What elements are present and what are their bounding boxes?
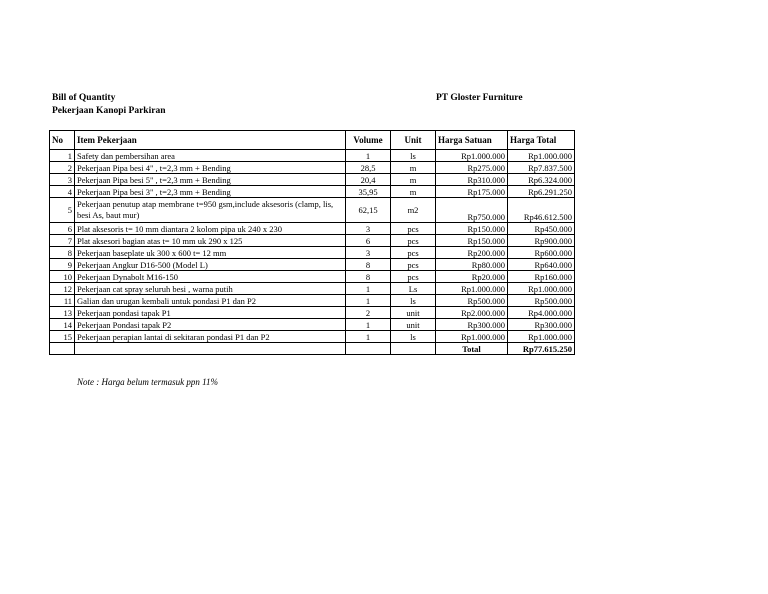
column-header-unit: Unit	[391, 131, 436, 150]
row-volume: 3	[346, 223, 391, 235]
total-value: Rp77.615.250	[508, 343, 575, 355]
table-row	[50, 174, 575, 186]
table-row	[50, 235, 575, 247]
row-price: Rp275.000	[436, 162, 508, 174]
row-item: Pekerjaan cat spray seluruh besi , warna putih	[75, 283, 346, 295]
row-volume: 1	[346, 319, 391, 331]
row-price: Rp175.000	[436, 186, 508, 198]
row-unit: ls	[391, 150, 436, 162]
table-row	[50, 295, 575, 307]
row-no: 13	[50, 307, 75, 319]
row-no: 2	[50, 162, 75, 174]
row-unit: m	[391, 174, 436, 186]
row-total: Rp7.837.500	[508, 162, 575, 174]
row-unit: pcs	[391, 247, 436, 259]
total-blank-cell	[50, 343, 75, 355]
row-unit: pcs	[391, 271, 436, 283]
row-unit: pcs	[391, 223, 436, 235]
total-blank-cell	[75, 343, 346, 355]
row-total: Rp300.000	[508, 319, 575, 331]
row-unit: m2	[391, 198, 436, 223]
row-no: 4	[50, 186, 75, 198]
row-unit: unit	[391, 319, 436, 331]
row-price: Rp1.000.000	[436, 283, 508, 295]
row-price: Rp2.000.000	[436, 307, 508, 319]
total-label: Total	[436, 343, 508, 355]
row-volume: 62,15	[346, 198, 391, 223]
row-unit: m	[391, 162, 436, 174]
row-total: Rp450.000	[508, 223, 575, 235]
document-header	[52, 92, 165, 118]
row-item: Pekerjaan Pipa besi 5" , t=2,3 mm + Bending	[75, 174, 346, 186]
row-price: Rp1.000.000	[436, 331, 508, 343]
row-item: Plat aksesori bagian atas t= 10 mm uk 290 x 125	[75, 235, 346, 247]
row-total: Rp6.291.250	[508, 186, 575, 198]
row-no: 3	[50, 174, 75, 186]
row-price: Rp20.000	[436, 271, 508, 283]
row-item: Pekerjaan Pondasi tapak P2	[75, 319, 346, 331]
row-total: Rp160.000	[508, 271, 575, 283]
row-no: 14	[50, 319, 75, 331]
row-total: Rp1.000.000	[508, 283, 575, 295]
row-total: Rp6.324.000	[508, 174, 575, 186]
row-volume: 8	[346, 271, 391, 283]
table-row	[50, 186, 575, 198]
tax-note: Note : Harga belum termasuk ppn 11%	[77, 377, 218, 387]
table-row	[50, 319, 575, 331]
row-unit: ls	[391, 295, 436, 307]
row-price: Rp500.000	[436, 295, 508, 307]
row-volume: 1	[346, 331, 391, 343]
row-total: Rp500.000	[508, 295, 575, 307]
table-row	[50, 223, 575, 235]
row-volume: 28,5	[346, 162, 391, 174]
row-item: Pekerjaan Pipa besi 3" , t=2,3 mm + Bending	[75, 186, 346, 198]
row-volume: 6	[346, 235, 391, 247]
row-price: Rp150.000	[436, 235, 508, 247]
row-no: 11	[50, 295, 75, 307]
row-item: Pekerjaan Angkur D16-500 (Model L)	[75, 259, 346, 271]
row-volume: 1	[346, 283, 391, 295]
row-volume: 8	[346, 259, 391, 271]
row-unit: pcs	[391, 235, 436, 247]
row-total: Rp1.000.000	[508, 331, 575, 343]
row-total: Rp46.612.500	[508, 198, 575, 223]
row-no: 7	[50, 235, 75, 247]
row-volume: 35,95	[346, 186, 391, 198]
company-name: PT Gloster Furniture	[436, 93, 523, 103]
row-no: 5	[50, 198, 75, 223]
row-volume: 3	[346, 247, 391, 259]
row-item: Pekerjaan penutup atap membrane t=950 gsm,include aksesoris (clamp, lis, besi As, baut mur)	[75, 198, 346, 223]
total-row	[50, 343, 575, 355]
row-total: Rp900.000	[508, 235, 575, 247]
table-row	[50, 150, 575, 162]
row-item: Pekerjaan baseplate uk 300 x 600 t= 12 mm	[75, 247, 346, 259]
row-price: Rp300.000	[436, 319, 508, 331]
document-subtitle: Pekerjaan Kanopi Parkiran	[52, 106, 166, 116]
row-total: Rp4.000.000	[508, 307, 575, 319]
row-price: Rp1.000.000	[436, 150, 508, 162]
row-no: 9	[50, 259, 75, 271]
row-item: Plat aksesoris t= 10 mm diantara 2 kolom pipa uk 240 x 230	[75, 223, 346, 235]
row-price: Rp150.000	[436, 223, 508, 235]
row-price: Rp200.000	[436, 247, 508, 259]
row-unit: ls	[391, 331, 436, 343]
table-row	[50, 307, 575, 319]
row-price: Rp80.000	[436, 259, 508, 271]
table-row	[50, 198, 575, 223]
row-item: Pekerjaan perapian lantai di sekitaran pondasi P1 dan P2	[75, 331, 346, 343]
row-item: Galian dan urugan kembali untuk pondasi P1 dan P2	[75, 295, 346, 307]
column-header-volume: Volume	[346, 131, 391, 150]
row-no: 1	[50, 150, 75, 162]
table-row	[50, 331, 575, 343]
row-volume: 2	[346, 307, 391, 319]
table-row	[50, 259, 575, 271]
row-no: 15	[50, 331, 75, 343]
row-item: Pekerjaan Pipa besi 4" , t=2,3 mm + Bending	[75, 162, 346, 174]
column-header-total: Harga Total	[508, 131, 575, 150]
row-unit: m	[391, 186, 436, 198]
row-price: Rp310.000	[436, 174, 508, 186]
row-no: 12	[50, 283, 75, 295]
table-row	[50, 247, 575, 259]
column-header-price: Harga Satuan	[436, 131, 508, 150]
row-total: Rp600.000	[508, 247, 575, 259]
table-header-row	[50, 131, 575, 150]
row-item: Pekerjaan pondasi tapak P1	[75, 307, 346, 319]
row-volume: 1	[346, 295, 391, 307]
row-no: 10	[50, 271, 75, 283]
boq-table	[49, 130, 575, 355]
row-item: Safety dan pembersihan area	[75, 150, 346, 162]
row-no: 8	[50, 247, 75, 259]
row-total: Rp1.000.000	[508, 150, 575, 162]
table-row	[50, 283, 575, 295]
row-total: Rp640.000	[508, 259, 575, 271]
row-item: Pekerjaan Dynabolt M16-150	[75, 271, 346, 283]
row-no: 6	[50, 223, 75, 235]
total-blank-cell	[391, 343, 436, 355]
table-row	[50, 162, 575, 174]
column-header-item: Item Pekerjaan	[75, 131, 346, 150]
row-volume: 1	[346, 150, 391, 162]
row-price: Rp750.000	[436, 198, 508, 223]
document-title: Bill of Quantity	[52, 93, 116, 103]
total-blank-cell	[346, 343, 391, 355]
row-unit: unit	[391, 307, 436, 319]
column-header-no: No	[50, 131, 75, 150]
row-unit: pcs	[391, 259, 436, 271]
table-row	[50, 271, 575, 283]
row-unit: Ls	[391, 283, 436, 295]
row-volume: 20,4	[346, 174, 391, 186]
